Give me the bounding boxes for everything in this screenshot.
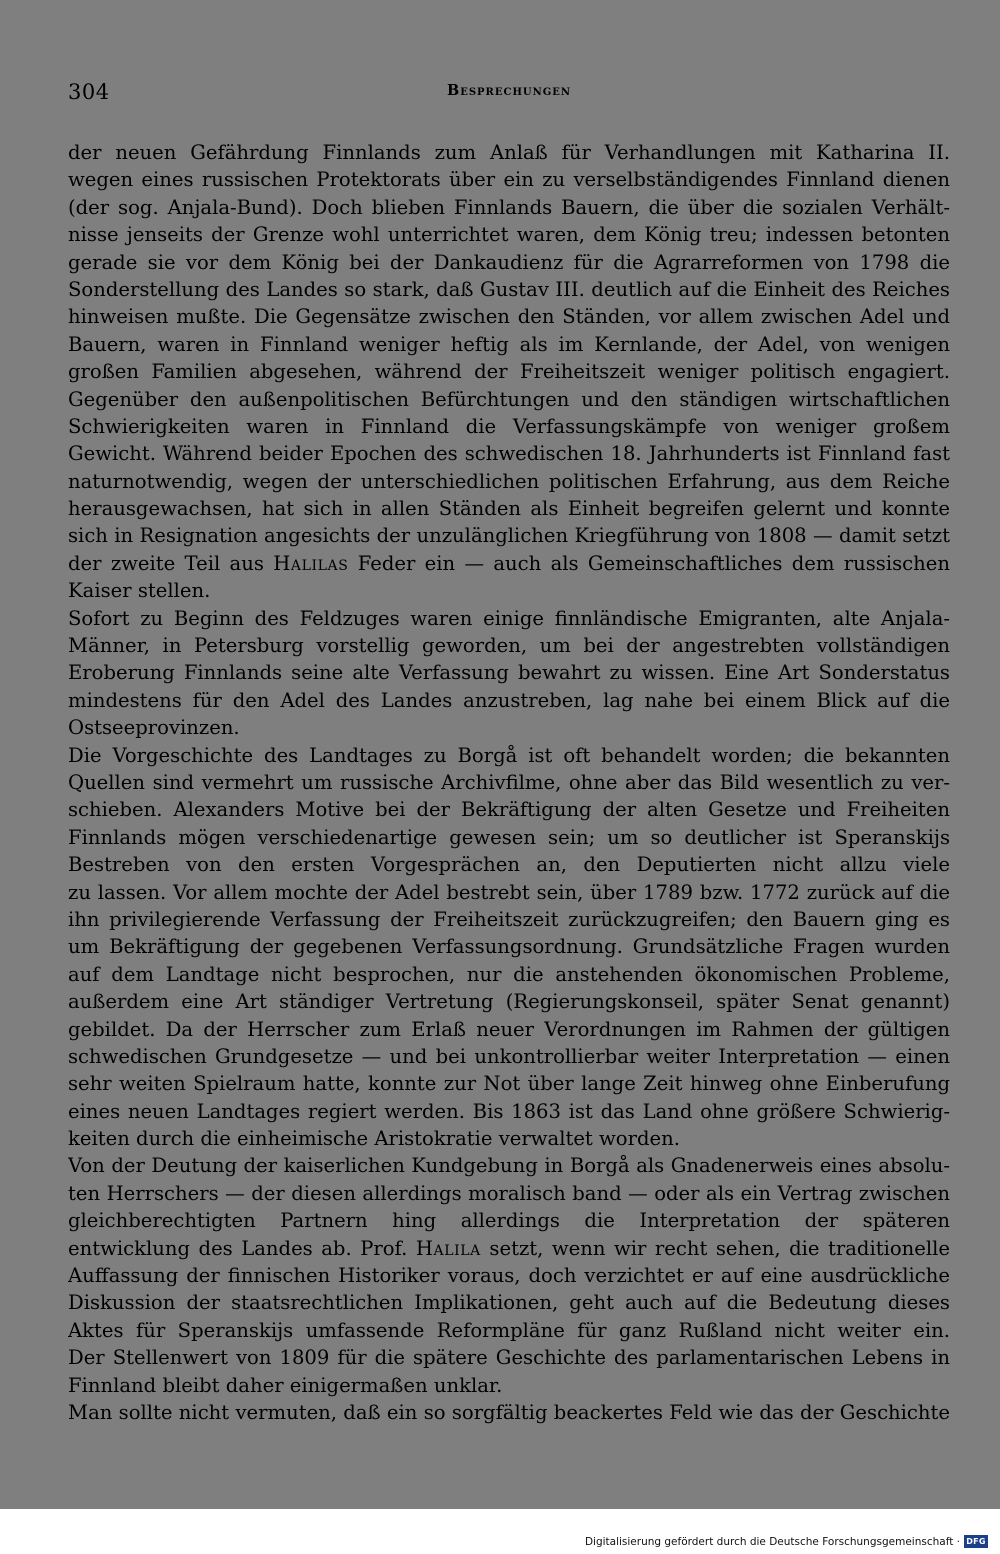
text-line: nisse jenseits der Grenze wohl unterrichtet waren, dem König treu; indessen betonten xyxy=(68,223,950,247)
text-line: Ostseeprovinzen. xyxy=(68,716,240,740)
page-header xyxy=(68,80,950,108)
text-segment: setzt, wenn wir recht sehen, die traditionelle xyxy=(480,1236,950,1260)
dfg-logo-icon: DFG xyxy=(964,1535,988,1548)
text-line: (der sog. Anjala-Bund). Doch blieben Finnlands Bauern, die über die sozialen Verhält- xyxy=(68,195,950,219)
text-line: Männer, in Petersburg vorstellig geworden, um bei der angestrebten vollständigen xyxy=(68,634,950,658)
text-line: Sofort zu Beginn des Feldzuges waren einige finnländische Emigranten, alte Anjala- xyxy=(68,606,950,630)
text-line: Die Vorgeschichte des Landtages zu Borgå ist oft behandelt worden; die bekannten xyxy=(68,743,950,767)
text-line: gebildet. Da der Herrscher zum Erlaß neuer Verordnungen im Rahmen der gültigen xyxy=(68,1017,950,1041)
text-segment: entwicklung des Landes ab. Prof. xyxy=(68,1236,416,1260)
text-line: Eroberung Finnlands seine alte Verfassung bewahrt zu wissen. Eine Art Sonderstatus xyxy=(68,661,950,685)
text-line: Aktes für Speranskijs umfassende Reformpläne für ganz Rußland nicht weiter ein. xyxy=(68,1318,950,1342)
text-line: schieben. Alexanders Motive bei der Bekräftigung der alten Gesetze und Freiheiten xyxy=(68,798,950,822)
text-line: Man sollte nicht vermuten, daß ein so sorgfältig beackertes Feld wie das der Geschichte xyxy=(68,1400,950,1424)
text-line xyxy=(68,1235,950,1262)
funding-notice: Digitalisierung gefördert durch die Deutsche Forschungsgemeinschaft · xyxy=(584,1536,960,1548)
text-line: Gewicht. Während beider Epochen des schwedischen 18. Jahrhunderts ist Finnland fast xyxy=(68,442,950,466)
text-segment: der zweite Teil aus xyxy=(68,551,274,575)
digitization-footer xyxy=(0,1509,1000,1554)
text-line: ten Herrschers — der diesen allerdings moralisch band — oder als ein Vertrag zwischen xyxy=(68,1181,950,1205)
running-head: Besprechungen xyxy=(446,82,572,99)
text-line: auf dem Landtage nicht besprochen, nur die anstehenden ökonomischen Probleme, xyxy=(68,962,950,986)
body-text xyxy=(68,139,950,1426)
text-line: sehr weiten Spielraum hatte, konnte zur Not über lange Zeit hinweg ohne Einberufung xyxy=(68,1072,950,1096)
text-line xyxy=(68,550,950,577)
text-line: gleichberechtigten Partnern hing allerdings die Interpretation der späteren xyxy=(68,1209,950,1233)
text-line: Der Stellenwert von 1809 für die spätere Geschichte des parlamentarischen Lebens in xyxy=(68,1346,950,1370)
text-line: schwedischen Grundgesetze — und bei unkontrollierbar weiter Interpretation — einen xyxy=(68,1044,950,1068)
text-line: sich in Resignation angesichts der unzulänglichen Kriegführung von 1808 — damit setzt xyxy=(68,524,950,548)
text-line: gerade sie vor dem König bei der Dankaudienz für die Agrarreformen von 1798 die xyxy=(68,250,950,274)
text-line: herausgewachsen, hat sich in allen Ständen als Einheit begreifen gelernt und konnte xyxy=(68,497,950,521)
text-line: Sonderstellung des Landes so stark, daß Gustav III. deutlich auf die Einheit des Reiches xyxy=(68,277,950,301)
text-segment: Feder ein — auch als Gemeinschaftliches dem russischen xyxy=(348,551,950,575)
text-line: Von der Deutung der kaiserlichen Kundgebung in Borgå als Gnadenerweis eines absolu- xyxy=(68,1154,950,1178)
page-number: 304 xyxy=(68,80,110,104)
author-name: Halila xyxy=(415,1236,481,1260)
text-line: eines neuen Landtages regiert werden. Bis 1863 ist das Land ohne größere Schwierig- xyxy=(68,1099,950,1123)
text-line: Bauern, waren in Finnland weniger heftig als im Kernlande, der Adel, von wenigen xyxy=(68,332,950,356)
text-line: Diskussion der staatsrechtlichen Implikationen, geht auch auf die Bedeutung dieses xyxy=(68,1291,950,1315)
text-line: Auffassung der finnischen Historiker voraus, doch verzichtet er auf eine ausdrückliche xyxy=(68,1264,950,1288)
text-line: naturnotwendig, wegen der unterschiedlichen politischen Erfahrung, aus dem Reiche xyxy=(68,469,950,493)
author-name: Halilas xyxy=(273,551,349,575)
text-line: Quellen sind vermehrt um russische Archivfilme, ohne aber das Bild wesentlich zu ver- xyxy=(68,770,950,794)
text-line: um Bekräftigung der gegebenen Verfassungsordnung. Grundsätzliche Fragen wurden xyxy=(68,935,950,959)
text-line: zu lassen. Vor allem mochte der Adel bestrebt sein, über 1789 bzw. 1772 zurück auf die xyxy=(68,880,950,904)
text-line: der neuen Gefährdung Finnlands zum Anlaß für Verhandlungen mit Katharina II. xyxy=(68,141,950,164)
text-line: Schwierigkeiten waren in Finnland die Verfassungskämpfe von weniger großem xyxy=(68,414,950,438)
text-line: hinweisen mußte. Die Gegensätze zwischen den Ständen, vor allem zwischen Adel und xyxy=(68,305,950,329)
text-line: Finnlands mögen verschiedenartige gewesen sein; um so deutlicher ist Speranskijs xyxy=(68,825,950,849)
text-line: wegen eines russischen Protektorats über ein zu verselbständigendes Finnland dienen xyxy=(68,168,950,192)
text-line: mindestens für den Adel des Landes anzustreben, lag nahe bei einem Blick auf die xyxy=(68,688,950,712)
text-line: außerdem eine Art ständiger Vertretung (Regierungskonseil, später Senat genannt) xyxy=(68,990,950,1014)
text-line: keiten durch die einheimische Aristokratie verwaltet worden. xyxy=(68,1127,680,1151)
text-line: Finnland bleibt daher einigermaßen unklar. xyxy=(68,1373,503,1397)
text-line: Gegenüber den außenpolitischen Befürchtungen und den ständigen wirtschaftlichen xyxy=(68,387,950,411)
text-line: ihn privilegierende Verfassung der Freiheitszeit zurückzugreifen; den Bauern ging es xyxy=(68,907,950,931)
text-line: Kaiser stellen. xyxy=(68,579,211,603)
text-line: großen Familien abgesehen, während der Freiheitszeit weniger politisch engagiert. xyxy=(68,360,950,384)
text-line: Bestreben von den ersten Vorgesprächen an, den Deputierten nicht allzu viele xyxy=(68,853,950,877)
